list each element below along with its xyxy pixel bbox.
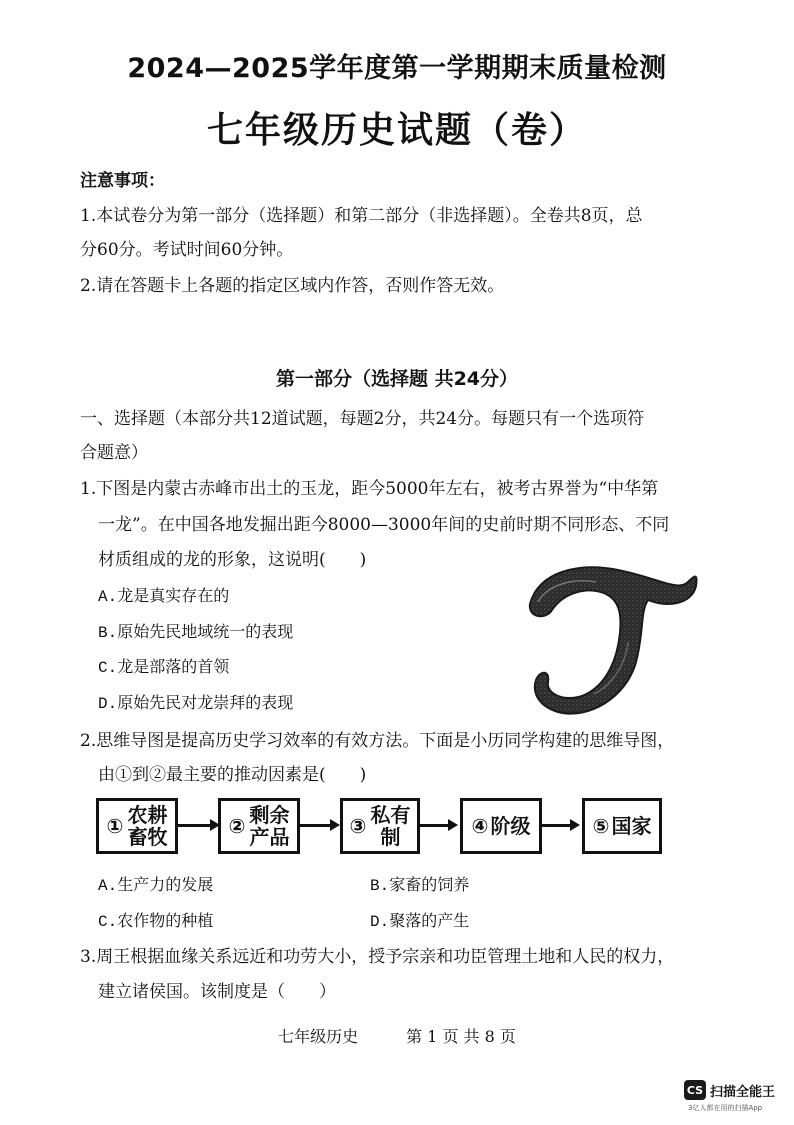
flow-node-label: 产品 xyxy=(249,825,290,849)
exam-subtitle: 七年级历史试题（卷） xyxy=(206,110,587,151)
q2-option-d[interactable] xyxy=(370,910,469,933)
option-text: 农作物的种植 xyxy=(117,911,214,930)
scanner-tagline: 3亿人都在用的扫描App xyxy=(688,1104,763,1112)
option-letter: A. xyxy=(98,877,118,895)
question-1-line-2: 一龙”。在中国各地发掘出距今8000—3000年间的史前时期不同形态、不同 xyxy=(98,515,670,535)
q2-option-c[interactable] xyxy=(98,910,213,933)
option-text: 龙是真实存在的 xyxy=(117,586,230,605)
option-letter: C. xyxy=(98,913,118,931)
flow-node-label: 畜牧 xyxy=(127,825,168,849)
option-letter: D. xyxy=(98,695,118,713)
option-text: 聚落的产生 xyxy=(389,911,470,930)
flow-node-label: 国家 xyxy=(611,814,652,838)
flow-node-number: ④ xyxy=(471,814,489,838)
option-text: 家畜的饲养 xyxy=(389,875,470,894)
question-3-line-2: 建立诸侯国。该制度是（ ） xyxy=(98,982,336,1002)
flow-arrow xyxy=(420,824,450,827)
note-item-2: 2.请在答题卡上各题的指定区域内作答，否则作答无效。 xyxy=(80,276,505,296)
flow-arrow xyxy=(300,824,332,827)
option-text: 生产力的发展 xyxy=(117,875,214,894)
flow-arrow xyxy=(178,824,212,827)
note-item-1-line-2: 分60分。考试时间60分钟。 xyxy=(80,240,294,260)
option-letter: D. xyxy=(370,913,390,931)
scanner-logo-icon: CS xyxy=(684,1080,706,1100)
section-1-instruction-line-1: 一、选择题（本部分共12道试题，每题2分，共24分。每题只有一个选项符 xyxy=(80,409,645,429)
flow-node-4 xyxy=(460,798,542,854)
flow-node-label: 阶级 xyxy=(490,814,531,838)
option-text: 原始先民对龙崇拜的表现 xyxy=(117,693,294,712)
flow-node-number: ① xyxy=(106,814,124,838)
section-1-instruction-line-2: 合题意） xyxy=(80,443,148,463)
jade-dragon-image xyxy=(508,552,708,722)
question-3-line-1: 3.周王根据血缘关系远近和功劳大小，授予宗亲和功臣管理土地和人民的权力， xyxy=(80,947,675,967)
option-letter: B. xyxy=(98,624,118,642)
flow-node-label: 农耕 xyxy=(127,803,168,827)
option-letter: A. xyxy=(98,588,118,606)
flow-node-number: ③ xyxy=(349,814,367,838)
flow-node-5 xyxy=(582,798,662,854)
notes-heading: 注意事项： xyxy=(80,171,165,191)
question-1-line-1: 1.下图是内蒙古赤峰市出土的玉龙，距今5000年左右，被考古界誉为“中华第 xyxy=(80,479,659,499)
flow-node-3 xyxy=(340,798,420,854)
note-item-1-line-1: 1.本试卷分为第一部分（选择题）和第二部分（非选择题）。全卷共8页，总 xyxy=(80,206,643,226)
question-2-line-2: 由①到②最主要的推动因素是( ) xyxy=(98,765,367,785)
q1-option-d[interactable] xyxy=(98,692,293,715)
q2-option-b[interactable] xyxy=(370,874,469,897)
q2-option-a[interactable] xyxy=(98,874,213,897)
flow-node-label: 剩余 xyxy=(249,803,290,827)
section-1-title: 第一部分（选择题 共24分） xyxy=(275,368,519,390)
option-letter: B. xyxy=(370,877,390,895)
option-text: 龙是部落的首领 xyxy=(117,657,230,676)
option-letter: C. xyxy=(98,659,118,677)
flow-arrow xyxy=(542,824,572,827)
flow-node-label: 制 xyxy=(380,825,401,849)
scanner-app-name: 扫描全能王 xyxy=(710,1085,776,1100)
flow-node-1 xyxy=(96,798,178,854)
q1-option-a[interactable] xyxy=(98,585,229,608)
page-footer: 七年级历史 第 1 页 共 8 页 xyxy=(278,1027,516,1046)
flow-node-number: ⑤ xyxy=(592,814,610,838)
question-2-line-1: 2.思维导图是提高历史学习效率的有效方法。下面是小历同学构建的思维导图， xyxy=(80,731,675,751)
option-text: 原始先民地域统一的表现 xyxy=(117,622,294,641)
question-1-line-3: 材质组成的龙的形象，这说明( ) xyxy=(98,550,367,570)
exam-title: 2024—2025学年度第一学期期末质量检测 xyxy=(127,53,667,84)
flow-node-label: 私有 xyxy=(370,803,411,827)
flow-node-number: ② xyxy=(228,814,246,838)
q1-option-c[interactable] xyxy=(98,656,229,679)
q1-option-b[interactable] xyxy=(98,621,293,644)
flow-node-2 xyxy=(218,798,300,854)
